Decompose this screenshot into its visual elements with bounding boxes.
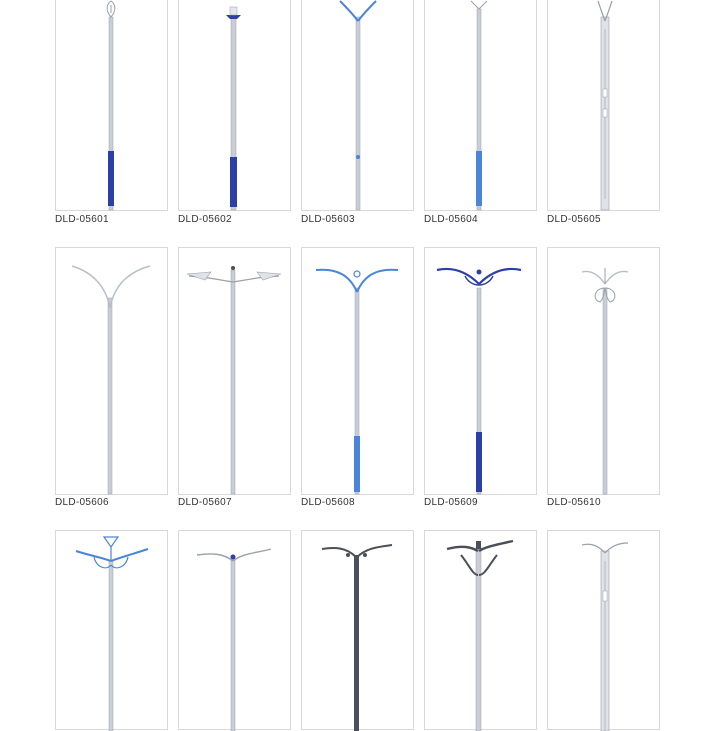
product-card-05607[interactable] (178, 247, 291, 495)
double-arm-pole-blue-icon (302, 0, 415, 212)
product-card-05604[interactable] (424, 0, 537, 211)
double-lamp-pole-icon (179, 248, 292, 496)
double-arm-pole-slotted-icon (548, 531, 661, 731)
product-card-05603[interactable] (301, 0, 414, 211)
product-card-05608[interactable] (301, 247, 414, 495)
product-code-05606: DLD-05606 (55, 497, 109, 508)
product-card-05609[interactable] (424, 247, 537, 495)
product-card-row3-5[interactable] (547, 530, 660, 730)
product-code-05607: DLD-05607 (178, 497, 232, 508)
product-code-05608: DLD-05608 (301, 497, 355, 508)
double-arm-pole-blue-icon (302, 248, 415, 496)
double-arm-pole-dark-bracket-icon (425, 531, 538, 731)
product-code-05609: DLD-05609 (424, 497, 478, 508)
double-arm-pole-blue-ornament-icon (56, 531, 169, 731)
double-arm-pole-icon (56, 248, 169, 496)
product-card-05610[interactable] (547, 247, 660, 495)
single-arm-pole-blue-base-icon (56, 0, 169, 212)
product-card-05606[interactable] (55, 247, 168, 495)
double-arm-pole-dark-icon (302, 531, 415, 731)
product-code-05603: DLD-05603 (301, 214, 355, 225)
product-card-05605[interactable] (547, 0, 660, 211)
double-arm-pole-blue-ornament-icon (425, 248, 538, 496)
product-code-05602: DLD-05602 (178, 214, 232, 225)
double-arm-pole-slotted-icon (548, 0, 661, 212)
product-card-05602[interactable] (178, 0, 291, 211)
product-card-row3-4[interactable] (424, 530, 537, 730)
product-card-row3-2[interactable] (178, 530, 291, 730)
product-code-05604: DLD-05604 (424, 214, 478, 225)
double-arm-pole-ornament-icon (548, 248, 661, 496)
product-card-05601[interactable] (55, 0, 168, 211)
double-arm-pole-blue-cap-icon (179, 531, 292, 731)
product-card-row3-3[interactable] (301, 530, 414, 730)
product-code-05605: DLD-05605 (547, 214, 601, 225)
product-code-05601: DLD-05601 (55, 214, 109, 225)
product-card-row3-1[interactable] (55, 530, 168, 730)
product-code-05610: DLD-05610 (547, 497, 601, 508)
single-arm-pole-blue-base-icon (425, 0, 538, 212)
single-pole-blue-base-icon (179, 0, 292, 212)
